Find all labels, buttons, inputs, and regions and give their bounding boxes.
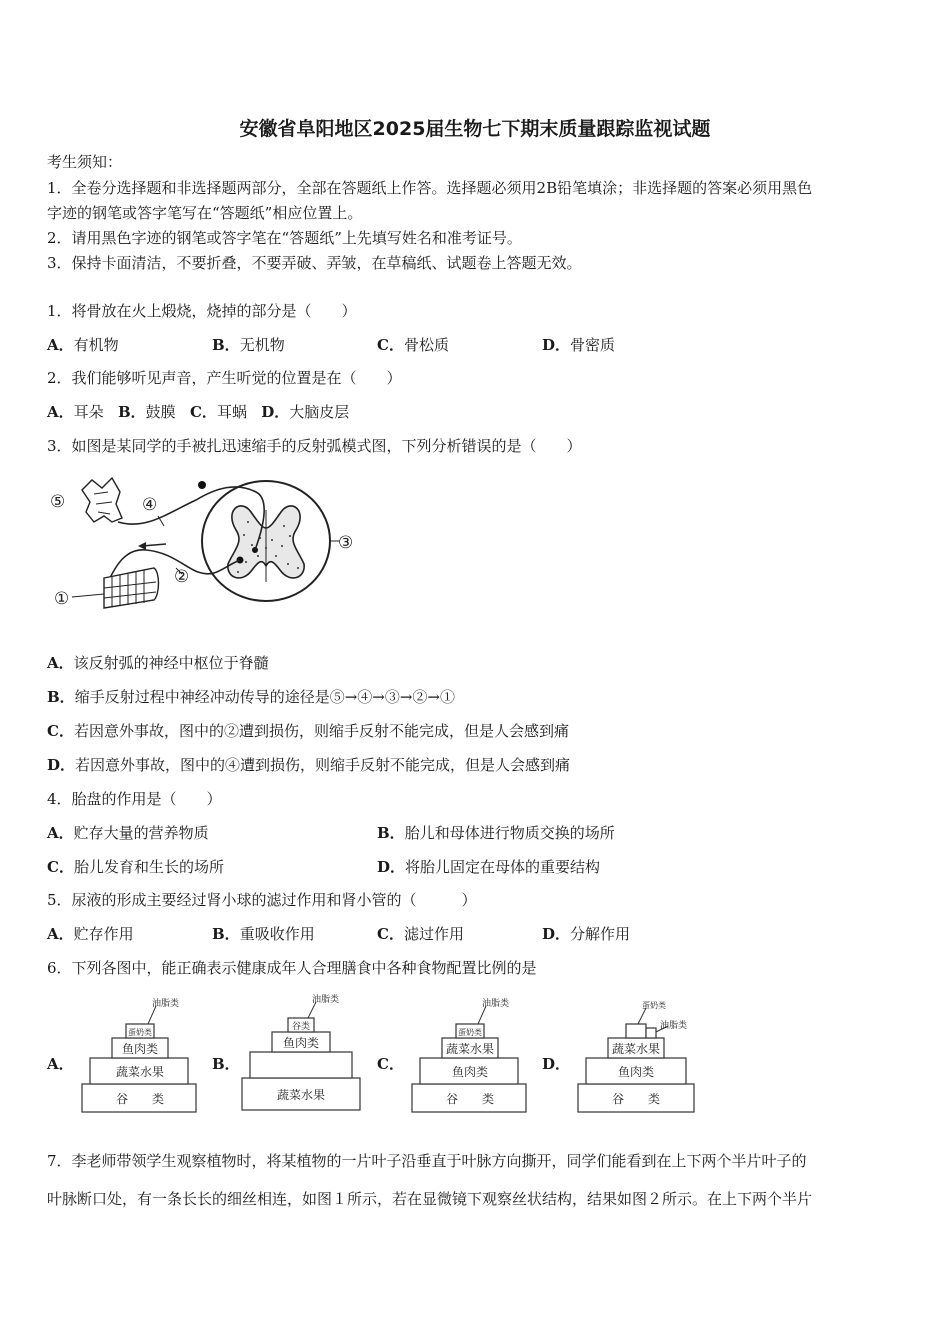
oil-label: 油脂类 [312,995,340,1005]
oil-label: 油脂类 [482,999,510,1009]
notice-line: 字迹的钢笔或答字笔写在“答题纸”相应位置上。 [47,204,363,222]
fruit-veg-label: 蔬菜水果 [276,1088,326,1102]
figure-label-4: ④ [142,495,158,515]
meat-label: 鱼肉类 [282,1036,320,1050]
q4-option-b: B．胎儿和母体进行物质交换的场所 [377,824,615,842]
notice-line: 3．保持卡面清洁，不要折叠，不要弄破、弄皱，在草稿纸、试题卷上答题无效。 [47,254,582,272]
arrow-head [138,542,146,550]
meat-label: 鱼肉类 [617,1065,655,1079]
q5-option-a: A．贮存作用 [47,925,134,943]
question-5-stem: 5．尿液的形成主要经过肾小球的滤过作用和肾小管的（ ） [47,891,477,909]
oil-label: 油脂类 [152,999,180,1009]
question-4-stem: 4．胎盘的作用是（ ） [47,790,222,808]
page-title: 安徽省阜阳地区2025届生物七下期末质量跟踪监视试题 [239,118,711,140]
q5-option-b-text: 重吸收作用 [239,925,315,943]
q5-option-a-text: 贮存作用 [73,925,134,943]
dairy-label: 蛋奶类 [458,1028,482,1037]
q1-option-a-text: 有机物 [73,336,119,354]
notice-line: 1．全卷分选择题和非选择题两部分，全部在答题纸上作答。选择题必须用2B铅笔填涂；非选择题的答案必须用黑色 [47,179,813,197]
figure-label-2: ② [174,567,190,587]
food-pyramid-b[interactable] [240,994,364,1114]
q1-option-b-text: 无机物 [239,336,285,354]
receptor-skin [82,478,122,522]
figure-label-3: ③ [338,533,354,553]
q5-option-d: D．分解作用 [542,925,631,943]
q4-option-a-text: 贮存大量的营养物质 [73,824,209,842]
dairy-label: 蛋奶类 [128,1028,152,1037]
q1-option-d-text: 骨密质 [570,336,616,354]
q6-option-d-label: D． [542,1055,571,1073]
figure-label-1: ① [54,589,70,609]
q4-option-d-text: 将胎儿固定在母体的重要结构 [405,858,601,876]
oil-label: 油脂类 [660,1021,688,1031]
q1-option-c-text: 骨松质 [403,336,449,354]
grain-label: 谷 类 [611,1092,661,1106]
figure-label-5: ⑤ [50,492,66,512]
food-pyramid-d[interactable] [576,996,700,1116]
q2-option-d-text: 大脑皮层 [289,403,350,421]
fruit-veg-label: 蔬菜水果 [611,1042,661,1056]
grain-label: 谷 类 [445,1092,495,1106]
notice-line: 2．请用黑色字迹的钢笔或答字笔在“答题纸”上先填写姓名和准考证号。 [47,229,522,247]
question-6-stem: 6．下列各图中，能正确表示健康成年人合理膳食中各种食物配置比例的是 [47,959,537,977]
question-7-line: 叶脉断口处，有一条长长的细丝相连，如图１所示，若在显微镜下观察丝状结构，结果如图２所示。在上下两个半片 [47,1190,813,1208]
q4-option-a: A．贮存大量的营养物质 [47,824,209,842]
q3-option-a-text: 该反射弧的神经中枢位于脊髓 [73,654,269,672]
q3-option-d: D．若因意外事故，图中的④遭到损伤，则缩手反射不能完成，但是人会感到痛 [47,756,571,774]
q3-option-c-text: 若因意外事故，图中的②遭到损伤，则缩手反射不能完成，但是人会感到痛 [73,722,569,740]
q3-option-b: B．缩手反射过程中神经冲动传导的途径是⑤→④→③→②→① [47,688,455,706]
fruit-veg-label: 蔬菜水果 [445,1042,495,1056]
q2-option-c-text: 耳蜗 [216,403,247,421]
question-3-stem: 3．如图是某同学的手被扎迅速缩手的反射弧模式图，下列分析错误的是（ ） [47,437,582,455]
q5-option-c: C．滤过作用 [377,925,464,943]
reflex-arc-figure [46,470,362,618]
q1-option-d: D．骨密质 [542,336,616,354]
q2-option-a-text: 耳朵 [73,403,104,421]
q3-option-d-text: 若因意外事故，图中的④遭到损伤，则缩手反射不能完成，但是人会感到痛 [75,756,571,774]
dairy-label: 蛋奶类 [642,1001,666,1010]
q6-option-b-label: B． [212,1055,240,1073]
q5-option-b: B．重吸收作用 [212,925,315,943]
food-pyramid-a[interactable] [80,996,200,1116]
q1-option-a: A．有机物 [47,336,119,354]
grain-label: 谷 类 [115,1092,165,1106]
q4-option-d: D．将胎儿固定在母体的重要结构 [377,858,601,876]
question-7-line: 7．李老师带领学生观察植物时，将某植物的一片叶子沿垂直于叶脉方向撕开，同学们能看到在上下两个半片叶子的 [47,1152,807,1170]
q3-option-c: C．若因意外事故，图中的②遭到损伤，则缩手反射不能完成，但是人会感到痛 [47,722,569,740]
q6-option-a-label: A． [47,1055,74,1073]
question-1-stem: 1．将骨放在火上煅烧，烧掉的部分是（ ） [47,302,357,320]
q5-option-d-text: 分解作用 [570,925,631,943]
q6-option-c-label: C． [377,1055,404,1073]
q1-option-c: C．骨松质 [377,336,449,354]
q2-option-b-text: 鼓膜 [145,403,176,421]
q3-option-b-text: 缩手反射过程中神经冲动传导的途径是⑤→④→③→②→① [74,688,455,706]
grain-label: 谷类 [291,1022,311,1032]
q4-option-c: C．胎儿发育和生长的场所 [47,858,224,876]
meat-label: 鱼肉类 [121,1042,159,1056]
q4-option-c-text: 胎儿发育和生长的场所 [73,858,224,876]
ganglion [198,481,206,489]
fruit-veg-label: 蔬菜水果 [115,1065,165,1079]
notice-heading: 考生须知： [47,153,123,171]
q1-option-b: B．无机物 [212,336,285,354]
q3-option-a: A．该反射弧的神经中枢位于脊髓 [47,654,269,672]
q4-option-b-text: 胎儿和母体进行物质交换的场所 [404,824,615,842]
question-2-stem: 2．我们能够听见声音，产生听觉的位置是在（ ） [47,369,402,387]
food-pyramid-c[interactable] [410,996,530,1116]
meat-label: 鱼肉类 [451,1065,489,1079]
q5-option-c-text: 滤过作用 [403,925,464,943]
q2-options: A．耳朵 B．鼓膜 C．耳蜗 D．大脑皮层 [47,403,350,421]
